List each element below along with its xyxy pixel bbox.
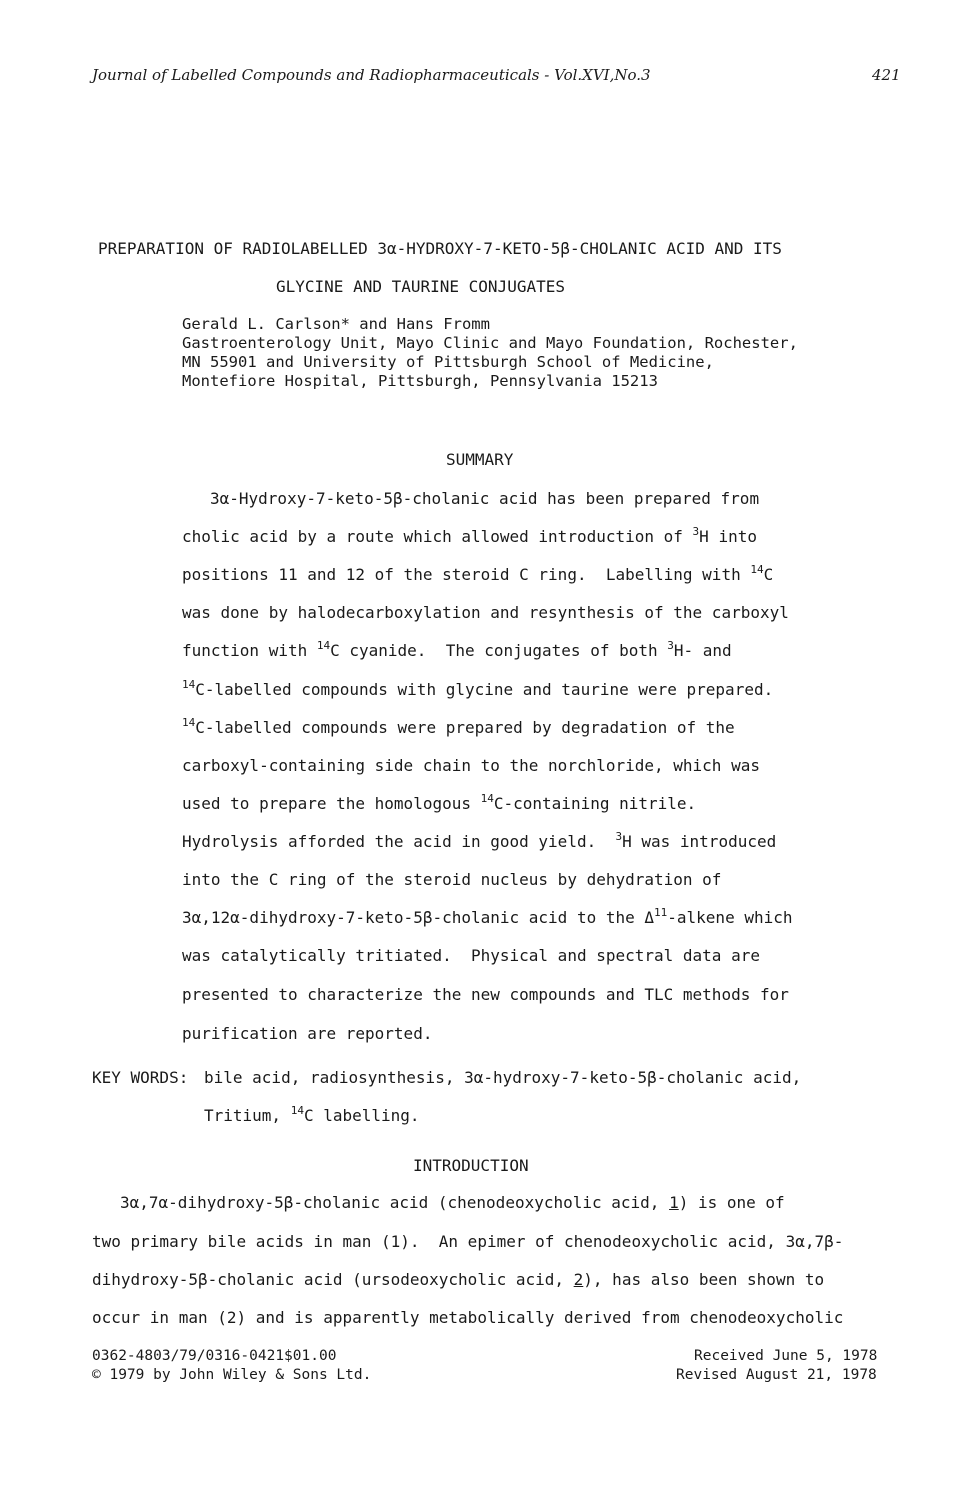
page-number: 421 xyxy=(872,66,901,84)
summary-heading: SUMMARY xyxy=(446,450,514,469)
summary-line: carboxyl-containing side chain to the norchloride, which was xyxy=(182,756,760,775)
received-date: Received June 5, 1978 xyxy=(694,1348,878,1364)
affiliation-line-2: MN 55901 and University of Pittsburgh School of Medicine, xyxy=(182,353,714,371)
summary-line: positions 11 and 12 of the steroid C ring. Labelling with $^{14}$C xyxy=(182,563,774,584)
author-names: Gerald L. Carlson* and Hans Fromm xyxy=(182,315,490,333)
summary-line: $^{14}$C-labelled compounds were prepared by degradation of the xyxy=(182,716,735,737)
summary-line: was done by halodecarboxylation and resynthesis of the carboxyl xyxy=(182,603,789,622)
summary-line: cholic acid by a route which allowed introduction of $^3$H into xyxy=(182,525,757,546)
summary-line: 3α-Hydroxy-7-keto-5β-cholanic acid has been prepared from xyxy=(210,489,760,508)
keywords-line-2: Tritium, $^{14}$C labelling. xyxy=(204,1104,420,1125)
summary-line: was catalytically tritiated. Physical and spectral data are xyxy=(182,946,760,965)
summary-line: $^{14}$C-labelled compounds with glycine and taurine were prepared. xyxy=(182,678,774,699)
summary-line: used to prepare the homologous $^{14}$C-containing nitrile. xyxy=(182,792,697,813)
summary-line: presented to characterize the new compounds and TLC methods for xyxy=(182,985,789,1004)
keywords-label: KEY WORDS: xyxy=(92,1068,189,1087)
summary-line: 3α,12α-dihydroxy-7-keto-5β-cholanic acid to the $\Delta^{11}$-alkene which xyxy=(182,906,793,927)
affiliation-line-1: Gastroenterology Unit, Mayo Clinic and Mayo Foundation, Rochester, xyxy=(182,334,798,352)
revised-date: Revised August 21, 1978 xyxy=(676,1367,877,1383)
journal-header: Journal of Labelled Compounds and Radiopharmaceuticals - Vol.XVI,No.3 xyxy=(92,66,651,84)
copyright: © 1979 by John Wiley & Sons Ltd. xyxy=(92,1367,372,1383)
intro-line: dihydroxy-5β-cholanic acid (ursodeoxycholic acid, 2), has also been shown to xyxy=(92,1270,825,1289)
summary-line: into the C ring of the steroid nucleus by dehydration of xyxy=(182,870,722,889)
article-code: 0362-4803/79/0316-0421$01.00 xyxy=(92,1348,337,1364)
article-title-line-2: GLYCINE AND TAURINE CONJUGATES xyxy=(276,277,565,296)
summary-line: purification are reported. xyxy=(182,1024,433,1043)
affiliation-line-3: Montefiore Hospital, Pittsburgh, Pennsylvania 15213 xyxy=(182,372,658,390)
summary-line: Hydrolysis afforded the acid in good yield. $^3$H was introduced xyxy=(182,830,777,851)
summary-line: function with $^{14}$C cyanide. The conjugates of both $^3$H- and xyxy=(182,639,732,660)
intro-line: two primary bile acids in man (1). An epimer of chenodeoxycholic acid, 3α,7β- xyxy=(92,1232,844,1251)
article-title-line-1: PREPARATION OF RADIOLABELLED 3α-HYDROXY-7-KETO-5β-CHOLANIC ACID AND ITS xyxy=(98,239,782,258)
intro-line: occur in man (2) and is apparently metabolically derived from chenodeoxycholic xyxy=(92,1308,844,1327)
keywords-line-1: bile acid, radiosynthesis, 3α-hydroxy-7-keto-5β-cholanic acid, xyxy=(204,1068,802,1087)
intro-line: 3α,7α-dihydroxy-5β-cholanic acid (chenodeoxycholic acid, 1) is one of xyxy=(120,1193,785,1212)
introduction-heading: INTRODUCTION xyxy=(413,1156,529,1175)
